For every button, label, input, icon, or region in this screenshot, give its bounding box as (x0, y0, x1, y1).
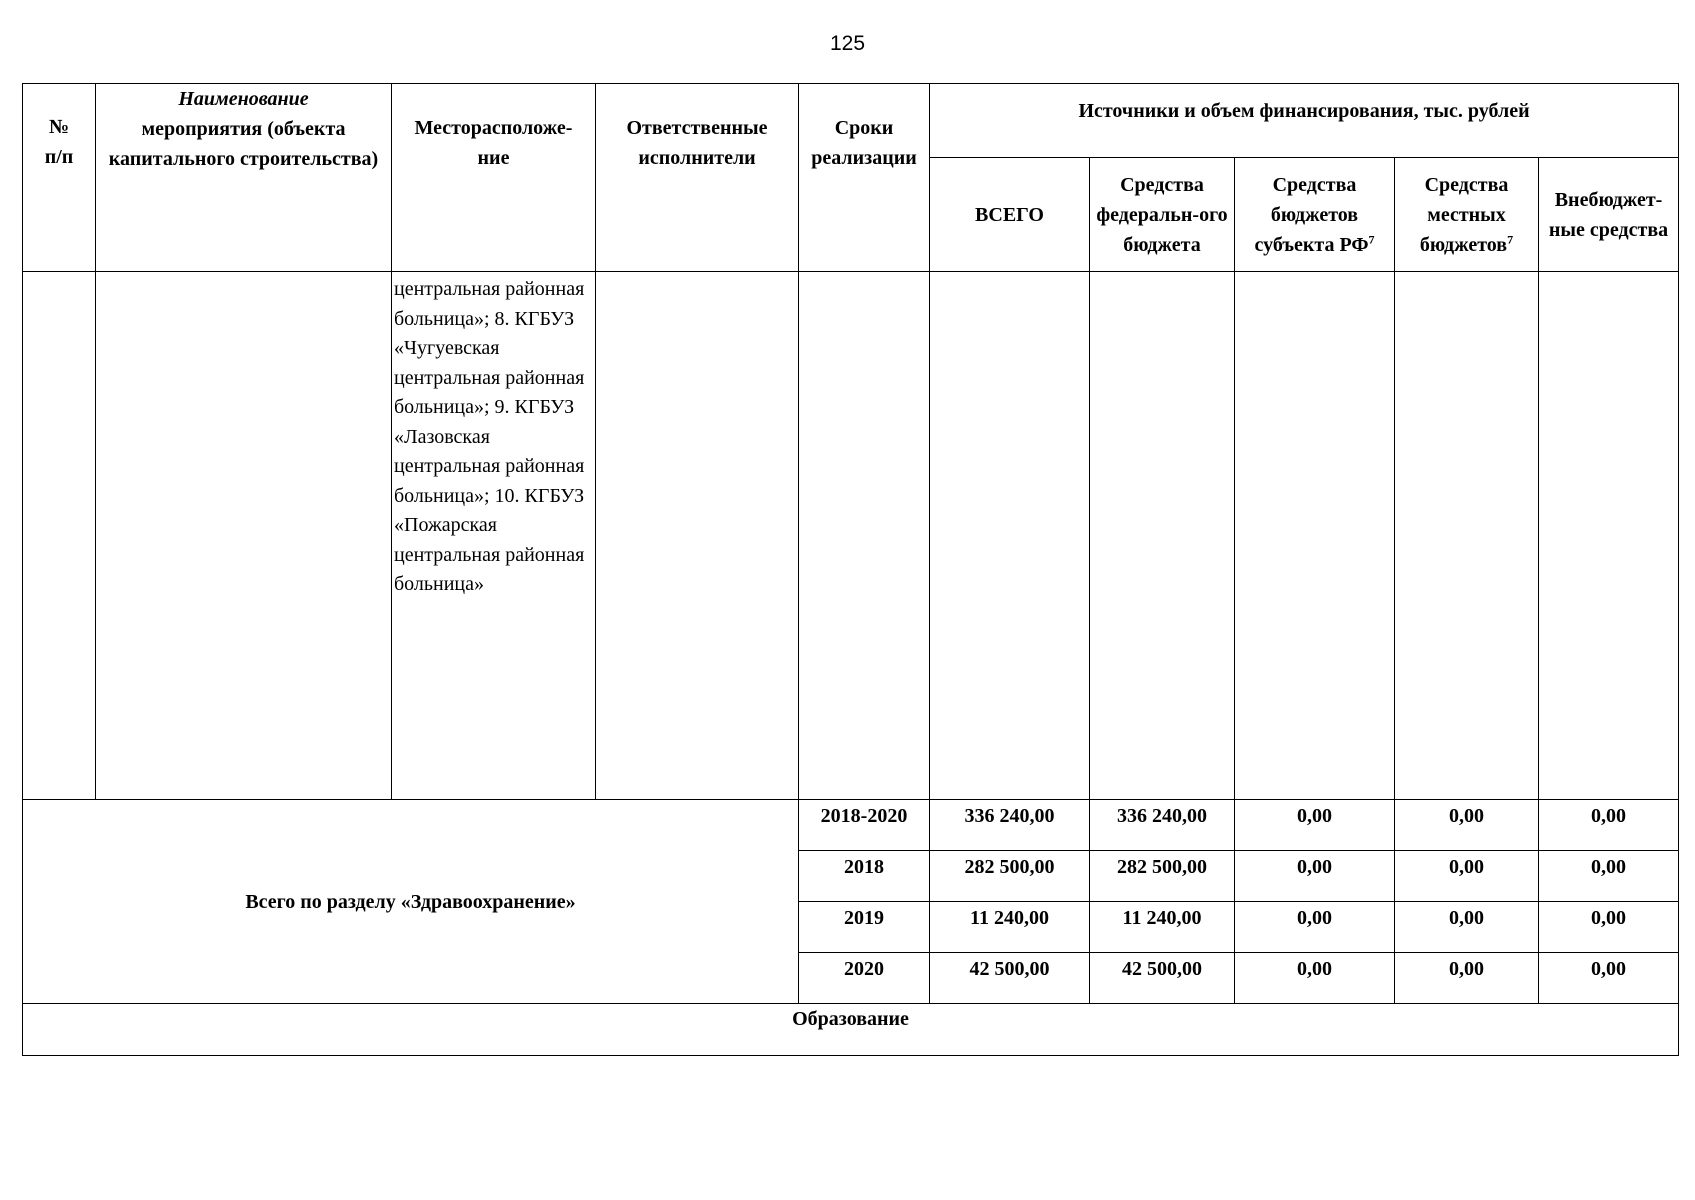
header-funding-group (930, 84, 1679, 158)
total-federal: 282 500,00 (1090, 851, 1235, 902)
total-extra: 0,00 (1539, 851, 1679, 902)
total-federal: 11 240,00 (1090, 902, 1235, 953)
total-period: 2018-2020 (799, 800, 930, 851)
header-extra-label: Внебюджет-ные средства (1548, 188, 1669, 241)
total-subject: 0,00 (1235, 851, 1395, 902)
total-sum: 11 240,00 (930, 902, 1090, 953)
total-period: 2020 (799, 953, 930, 1004)
header-subject-label: Средства бюджетов субъекта РФ (1254, 173, 1369, 256)
header-location (392, 84, 596, 272)
header-total-label: ВСЕГО (975, 203, 1044, 226)
header-period (799, 84, 930, 272)
total-local: 0,00 (1395, 902, 1539, 953)
total-subject: 0,00 (1235, 800, 1395, 851)
header-federal-label: Средства федеральн-ого бюджета (1096, 173, 1228, 256)
cell-location: центральная районная больница»; 8. КГБУЗ «Чугуевская центральная районная больница»; 9. КГБУЗ «Лазовская центральная районная больница»; 10. КГБУЗ «Пожарская центральная районная больница» (392, 272, 596, 800)
header-funding-group-label: Источники и объем финансирования, тыс. рублей (1078, 100, 1530, 122)
header-responsible-label: Ответственные исполнители (626, 117, 768, 169)
header-local (1395, 158, 1539, 272)
total-subject: 0,00 (1235, 953, 1395, 1004)
section-row (23, 1004, 1679, 1056)
total-label: Всего по разделу «Здравоохранение» (23, 800, 799, 1004)
total-federal: 336 240,00 (1090, 800, 1235, 851)
table-header-row (23, 84, 1679, 158)
cell-period (799, 272, 930, 800)
header-period-label: Сроки реализации (811, 117, 917, 169)
total-sum: 336 240,00 (930, 800, 1090, 851)
total-extra: 0,00 (1539, 953, 1679, 1004)
cell-total (930, 272, 1090, 800)
header-name-prefix: Наименование (178, 88, 309, 110)
total-sum: 42 500,00 (930, 953, 1090, 1004)
header-number (23, 84, 96, 272)
header-subject-footnote: 7 (1368, 231, 1375, 246)
cell-subject (1235, 272, 1395, 800)
cell-number (23, 272, 96, 800)
total-extra: 0,00 (1539, 902, 1679, 953)
cell-local (1395, 272, 1539, 800)
header-extra (1539, 158, 1679, 272)
total-period: 2018 (799, 851, 930, 902)
header-number-label: № п/п (44, 116, 74, 168)
header-local-footnote: 7 (1507, 231, 1514, 246)
section-title: Образование (23, 1004, 1679, 1056)
header-name-label: мероприятия (объекта капитального строительства) (108, 118, 379, 170)
total-row (23, 800, 1679, 851)
total-federal: 42 500,00 (1090, 953, 1235, 1004)
total-local: 0,00 (1395, 851, 1539, 902)
total-extra: 0,00 (1539, 800, 1679, 851)
cell-name (96, 272, 392, 800)
total-subject: 0,00 (1235, 902, 1395, 953)
table-row (23, 272, 1679, 800)
cell-federal (1090, 272, 1235, 800)
header-name (96, 84, 392, 272)
total-local: 0,00 (1395, 800, 1539, 851)
header-federal (1090, 158, 1235, 272)
page-number: 125 (829, 32, 866, 55)
total-period: 2019 (799, 902, 930, 953)
budget-table (22, 83, 1679, 1056)
cell-responsible (596, 272, 799, 800)
total-sum: 282 500,00 (930, 851, 1090, 902)
header-local-label: Средства местных бюджетов (1419, 173, 1509, 256)
header-total (930, 158, 1090, 272)
header-location-label: Месторасположе- ние (414, 117, 573, 169)
header-subject (1235, 158, 1395, 272)
cell-extra (1539, 272, 1679, 800)
total-local: 0,00 (1395, 953, 1539, 1004)
header-responsible (596, 84, 799, 272)
